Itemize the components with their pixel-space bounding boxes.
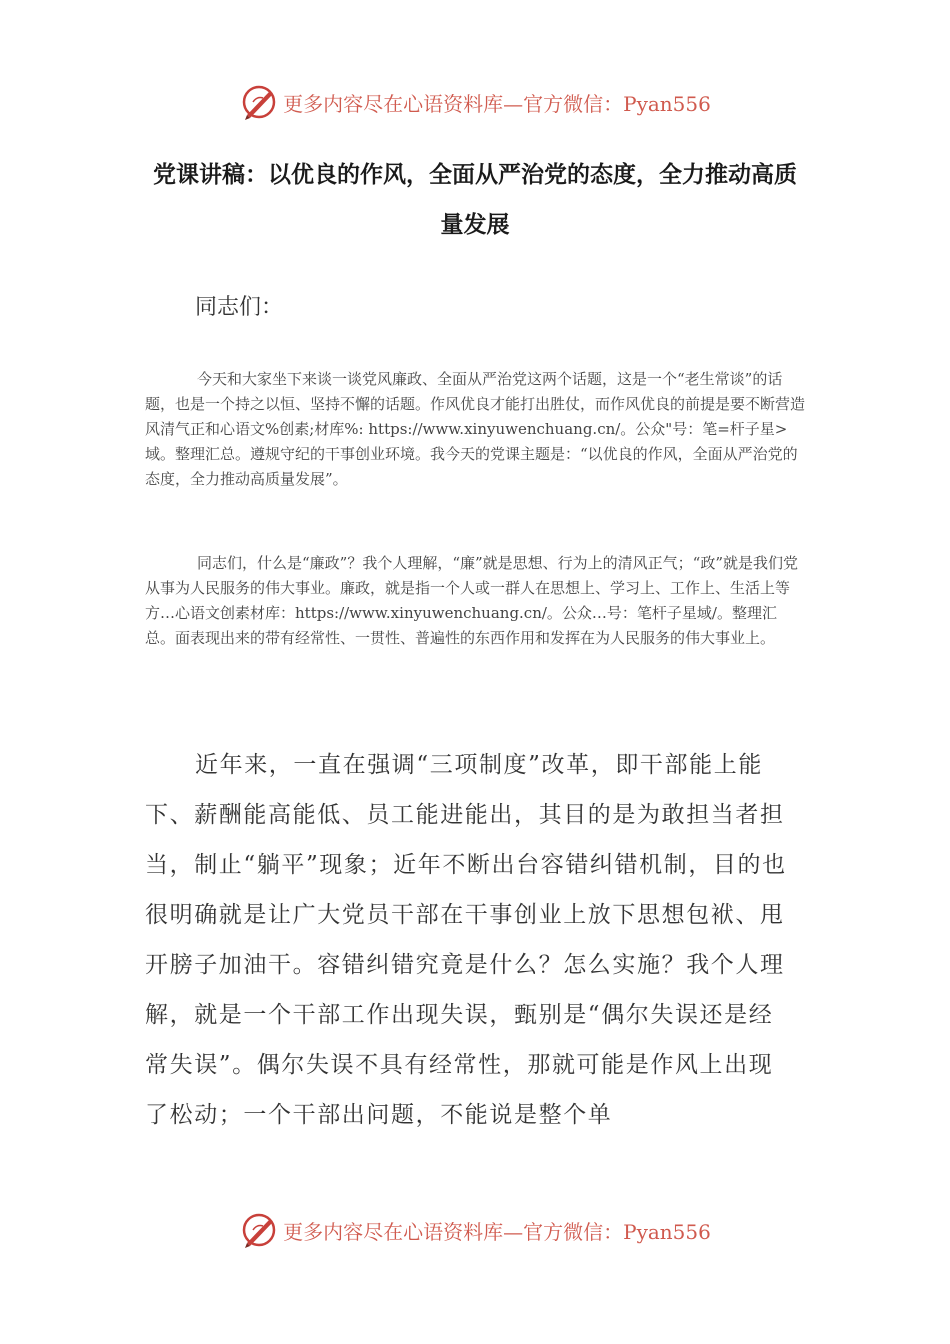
footer-banner — [0, 1208, 950, 1252]
pen-logo-icon — [239, 82, 279, 122]
header-banner-text: 更多内容尽在心语资料库—官方微信：Pyan556 — [283, 91, 711, 116]
greeting: 同志们： — [195, 295, 284, 320]
paragraph-3: 近年来，一直在强调“三项制度”改革，即干部能上能下、薪酬能高能低、员工能进能出，其目的是为敢担当者担当，制止“躺平”现象；近年不断出台容错纠错机制，目的也很明确就是让广大党员干部在干事创业上放下思想包袱、甩开膀子加油干。容错纠错究竟是什么？怎么实施？我个人理解，就是一个干部工作出现失误，甄别是“偶尔失误还是经常失误”。偶尔失误不具有经常性，那就可能是作风上出现了松动；一个干部出问题，不能说是整个单 — [145, 752, 787, 1128]
footer-banner-text: 更多内容尽在心语资料库—官方微信：Pyan556 — [283, 1219, 711, 1244]
document-title: 党课讲稿：以优良的作风，全面从严治党的态度，全力推动高质量发展 — [153, 162, 797, 238]
paragraph-1: 今天和大家坐下来谈一谈党风廉政、全面从严治党这两个话题，这是一个“老生常谈”的话题，也是一个持之以恒、坚持不懈的话题。作风优良才能打出胜仗，而作风优良的前提是要不断营造风清气正和心语文%创素;材库%: https://www.xinyuwenchuang.cn/。公众"号：笔=杆子星>域。整理汇总。遵规守纪的干事创业环境。我今天的党课主题是：“以优良的作风，全面从严治党的态度，全力推动高质量发展”。 — [145, 370, 806, 488]
paragraph-2: 同志们，什么是“廉政”？我个人理解，“廉”就是思想、行为上的清风正气；“政”就是我们党从事为人民服务的伟大事业。廉政，就是指一个人或一群人在思想上、学习上、工作上、生活上等方…心语文创素材库：https://www.xinyuwenchuang.cn/。公众…号：笔杆子星域/。整理汇总。面表现出来的带有经常性、一贯性、普遍性的东西作用和发挥在为人民服务的伟大事业上。 — [145, 554, 799, 647]
header-banner — [0, 80, 950, 124]
pen-logo-icon — [239, 1210, 279, 1250]
